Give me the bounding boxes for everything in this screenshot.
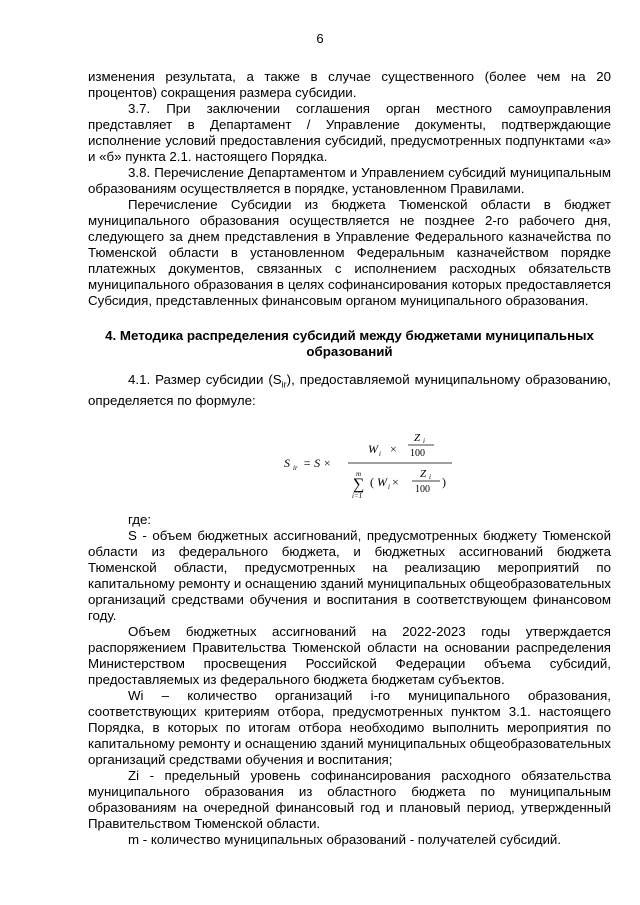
num-w-i: i bbox=[379, 449, 381, 458]
para-41-prefix: 4.1. Размер субсидии (S bbox=[128, 372, 282, 387]
num-w: W bbox=[368, 441, 378, 456]
definition-wi: Wi – количество организаций i-го муниципального образования, соответствующих критериям отбора, предусмотренных пунктом 3.1. настоящего Порядка, в которых по итогам отбора необходимо выполнить мероприятия по капитальному ремонту и оснащению зданий муниципальных общеобразовательных организаций средствами обучения и воспитания; bbox=[88, 687, 611, 767]
document-body bbox=[88, 69, 611, 848]
close-paren: ) bbox=[442, 474, 446, 489]
den-w: W bbox=[377, 474, 387, 489]
definition-budget: Объем бюджетных ассигнований на 2022-2023 годы утверждается распоряжением Правительства Тюменской области на основании распределения Министерством просвещения Российской Федерации объема субсидий, предоставляемых из федерального бюджета бюджетам субъектов. bbox=[88, 623, 611, 687]
num-z: Z bbox=[414, 431, 421, 444]
paragraph-4-1 bbox=[88, 372, 611, 409]
para-41-suffix: ), предоставляемой муниципальному образованию, определяется по формуле: bbox=[88, 372, 611, 408]
definition-s: S - объем бюджетных ассигнований, предусмотренных бюджету Тюменской области из федерального бюджета, и бюджетных ассигнований бюджета Тюменской области, предусмотренных на реализацию мероприятий по капитальному ремонту и оснащению зданий муниципальных общеобразовательных организаций средствами обучения и воспитания в соответствующем финансовом году. bbox=[88, 527, 611, 623]
den-w-i: i bbox=[388, 482, 390, 491]
definition-zi: Zi - предельный уровень софинансирования расходного обязательства муниципального образования из областного бюджета по муниципальным образованиям на очередной финансовый год и плановый период, утвержденный Правительством Тюменской области. bbox=[88, 767, 611, 831]
num-100: 100 bbox=[410, 447, 425, 459]
num-z-i: i bbox=[423, 436, 425, 445]
paragraph: 3.8. Перечисление Департаментом и Управлением субсидий муниципальным образованиям осуществляется в порядке, установленном Правилами. bbox=[88, 165, 611, 196]
section-heading: 4. Методика распределения субсидий между бюджетами муниципальных образований bbox=[105, 328, 594, 359]
den-100: 100 bbox=[415, 483, 430, 495]
where-label: где: bbox=[128, 511, 152, 527]
sigma: ∑ bbox=[353, 475, 365, 493]
paragraph: 3.7. При заключении соглашения орган местного самоуправления представляет в Департамент / Управление документы, подтверждающие исполнение условий предоставления субсидий, предусмотренных подпунктами «а» и «б» пункта 2.1. настоящего Порядка. bbox=[88, 101, 611, 164]
definition-m: m - количество муниципальных образований - получателей субсидий. bbox=[128, 831, 562, 847]
sigma-top: m bbox=[356, 469, 362, 478]
para-41-sub: ir bbox=[281, 379, 287, 390]
paragraph: изменения результата, а также в случае существенного (более чем на 20 процентов) сокращения размера субсидии. bbox=[88, 69, 611, 100]
formula-lhs-sub: ir bbox=[293, 463, 298, 472]
formula-equals-s: = S × bbox=[303, 455, 332, 470]
formula bbox=[88, 409, 611, 511]
page-number: 6 bbox=[316, 31, 324, 46]
num-times: × bbox=[390, 441, 397, 456]
paragraph: Перечисление Субсидии из бюджета Тюменской области в бюджет муниципального образования осуществляется не позднее 2-го рабочего дня, следующего за днем представления в Управление Федерального казначейства по Тюменской области в установленном Федеральным казначейством порядке платежных документов, связанных с исполнением расходных обязательств муниципального образования в целях софинансирования которых предоставляется Субсидия, представленных финансовым органом муниципального образования. bbox=[88, 197, 611, 308]
den-times: × bbox=[392, 474, 399, 489]
formula-lhs-s: S bbox=[284, 455, 290, 470]
sigma-bottom: i=1 bbox=[352, 491, 363, 500]
open-paren: ( bbox=[370, 474, 374, 489]
den-z: Z bbox=[420, 467, 427, 480]
formula-svg bbox=[284, 423, 454, 503]
den-z-i: i bbox=[429, 472, 431, 481]
